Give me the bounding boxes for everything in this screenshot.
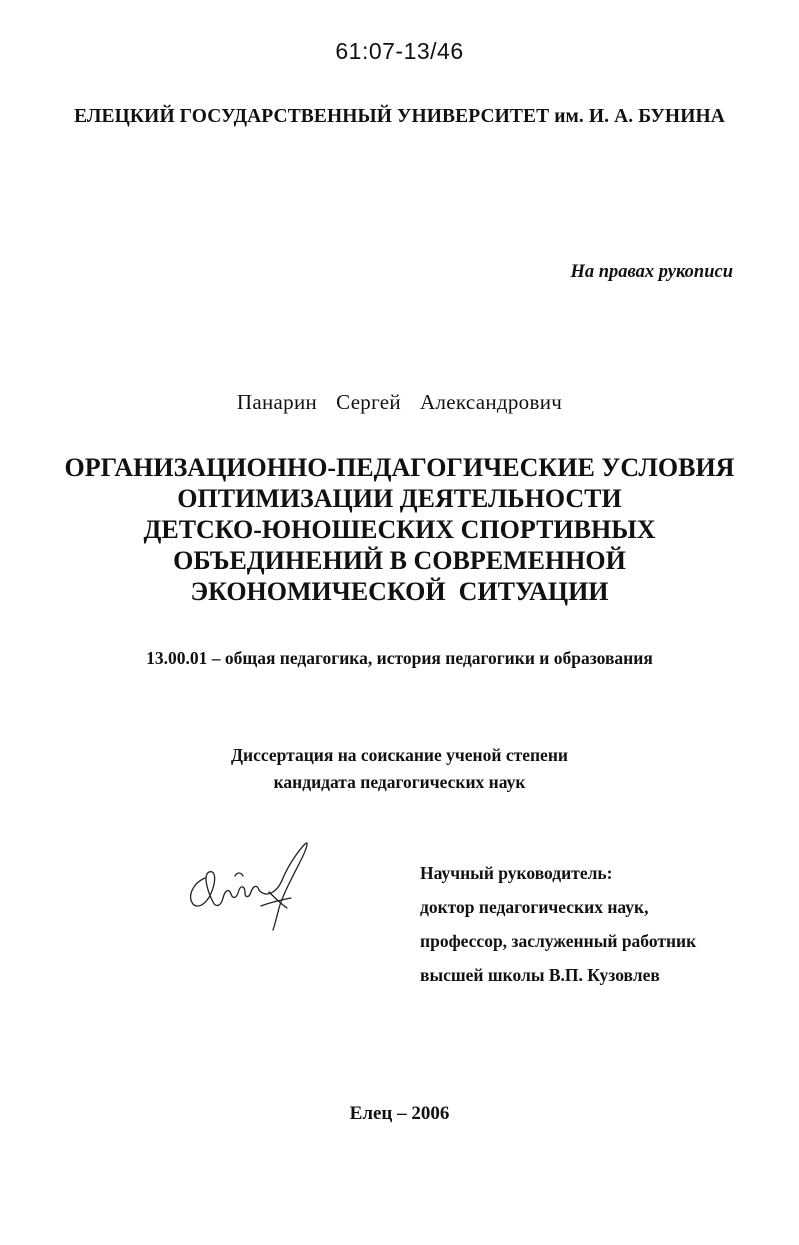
degree-line: Диссертация на соискание ученой степени	[231, 745, 568, 765]
catalog-number: 61:07-13/46	[335, 38, 464, 64]
supervisor-line: профессор, заслуженный работник	[420, 931, 697, 951]
supervisor-line: высшей школы В.П. Кузовлев	[420, 965, 660, 985]
title-line: ОПТИМИЗАЦИИ ДЕЯТЕЛЬНОСТИ	[177, 484, 622, 513]
title-line: ДЕТСКО-ЮНОШЕСКИХ СПОРТИВНЫХ	[143, 515, 656, 544]
title-line: ЭКОНОМИЧЕСКОЙ СИТУАЦИИ	[190, 577, 609, 606]
supervisor-block	[420, 856, 696, 992]
supervisor-line: Научный руководитель:	[420, 863, 613, 883]
signature-icon	[183, 838, 318, 933]
title-line: ОРГАНИЗАЦИОННО-ПЕДАГОГИЧЕСКИЕ УСЛОВИЯ	[64, 453, 735, 482]
city-year: Елец – 2006	[349, 1103, 450, 1124]
degree-line: кандидата педагогических наук	[273, 772, 526, 792]
dissertation-title	[0, 452, 799, 607]
title-line: ОБЪЕДИНЕНИЙ В СОВРЕМЕННОЙ	[173, 546, 626, 575]
supervisor-line: доктор педагогических наук,	[420, 897, 649, 917]
university-name: ЕЛЕЦКИЙ ГОСУДАРСТВЕННЫЙ УНИВЕРСИТЕТ им. И. А. БУНИНА	[74, 106, 725, 127]
manuscript-note: На правах рукописи	[570, 262, 733, 282]
author-name: Панарин Сергей Александрович	[236, 390, 563, 414]
degree-statement	[0, 742, 799, 796]
specialty-code: 13.00.01 – общая педагогика, история педагогики и образования	[146, 648, 653, 668]
